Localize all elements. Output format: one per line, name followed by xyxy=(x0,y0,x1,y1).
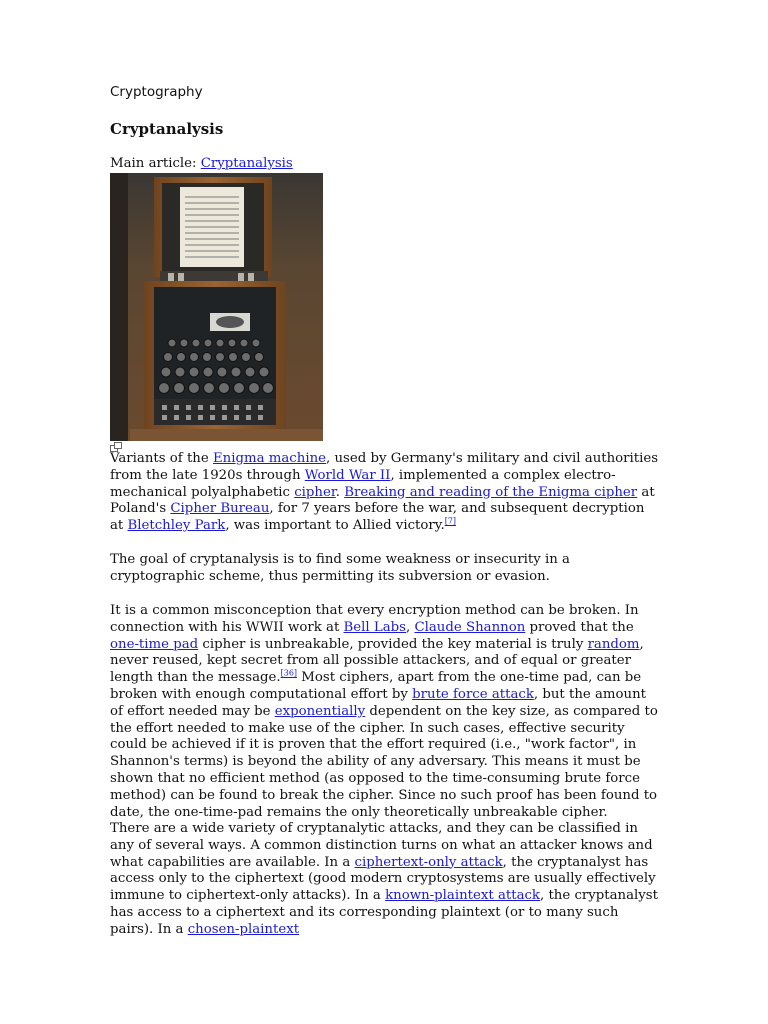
section-heading: Cryptanalysis xyxy=(110,120,224,138)
text: , the cryptanalyst has access to a ciphertext and its corresponding plaintext (or to many such pairs). In a xyxy=(110,888,658,937)
text: dependent on the key size, as compared to the effort needed to make use of the cipher. In such cases, effective security could be achieved if it is proven that the effort required (i.e., "work factor", in Shannon's terms) is beyond the ability of any adversary. This means it must be shown that no efficient method (as opposed to the time-consuming brute force method) can be found to break the cipher. Since no such proof has been found to date, the one-time-pad remains the only theoretically unbreakable cipher. xyxy=(110,703,658,820)
text: There are a wide variety of cryptanalytic attacks, and they can be classified in any of several ways. A common distinction turns on what an attacker knows and what capabilities are available. In a xyxy=(110,821,653,870)
link-known-plaintext-attack[interactable]: known-plaintext attack xyxy=(385,888,540,904)
link-random[interactable]: random xyxy=(587,636,640,652)
reference-36 xyxy=(281,669,297,678)
link-enigma-machine[interactable]: Enigma machine xyxy=(212,451,326,466)
paragraph-goal: The goal of cryptanalysis is to find some weakness or insecurity in a cryptographic scheme, thus permitting its subversion or evasion. xyxy=(110,552,570,584)
text: , the cryptanalyst has access only to the ciphertext (good modern cryptosystems are usually effectively immune to ciphertext-only attacks). In a xyxy=(110,854,656,904)
text: , never reused, kept secret from all possible attackers, and of equal or greater length than the message. xyxy=(110,636,644,686)
link-one-time-pad[interactable]: one-time pad xyxy=(110,636,199,652)
paragraph-enigma xyxy=(110,451,660,535)
main-article-line xyxy=(110,156,293,173)
text: cipher is unbreakable, provided the key material is truly xyxy=(198,636,588,652)
link-exponentially[interactable]: exponentially xyxy=(274,703,366,719)
paragraph-misconception xyxy=(110,603,660,821)
text: Most ciphers, apart from the one-time pad, can be broken with enough computational effort by xyxy=(110,670,642,702)
text: , used by Germany's military and civil authorities from the late 1920s through xyxy=(110,451,659,483)
link-world-war-ii[interactable]: World War II xyxy=(304,467,391,483)
link-bell-labs[interactable]: Bell Labs xyxy=(343,619,406,635)
text: proved that the xyxy=(525,619,634,635)
enigma-machine-image xyxy=(110,173,323,441)
text: at Poland's xyxy=(110,484,655,517)
text: , for 7 years before the war, and subsequent decryption at xyxy=(110,501,645,534)
reference-7 xyxy=(445,517,456,526)
enlarge-icon[interactable] xyxy=(110,441,122,451)
text: , but the amount of effort needed may be xyxy=(110,686,647,719)
text: , was important to Allied victory. xyxy=(225,518,445,534)
reference-36-link[interactable]: [36] xyxy=(280,668,298,678)
text: It is a common misconception that every encryption method can be broken. In connection with his WWII work at xyxy=(110,603,639,635)
text: Variants of the xyxy=(110,451,213,466)
link-breaking-enigma[interactable]: Breaking and reading of the Enigma cipher xyxy=(344,484,638,500)
link-bletchley-park[interactable]: Bletchley Park xyxy=(127,518,226,534)
text: , implemented a complex electro-mechanical polyalphabetic xyxy=(110,467,616,500)
main-article-link[interactable]: Cryptanalysis xyxy=(200,156,293,171)
link-claude-shannon[interactable]: Claude Shannon xyxy=(414,619,526,635)
paragraph-attacks xyxy=(110,821,660,939)
link-chosen-plaintext[interactable]: chosen-plaintext xyxy=(187,921,300,937)
text: . xyxy=(335,484,345,500)
enigma-machine-photo[interactable] xyxy=(110,173,323,441)
link-brute-force-attack[interactable]: brute force attack xyxy=(412,686,534,702)
page-header-title: Cryptography xyxy=(110,84,203,100)
reference-7-link[interactable]: [7] xyxy=(444,516,457,526)
text: , xyxy=(405,619,415,635)
main-article-prefix: Main article: xyxy=(110,156,201,171)
link-cipher-bureau[interactable]: Cipher Bureau xyxy=(170,501,270,517)
link-cipher[interactable]: cipher xyxy=(294,484,336,500)
link-ciphertext-only-attack[interactable]: ciphertext-only attack xyxy=(354,854,503,870)
